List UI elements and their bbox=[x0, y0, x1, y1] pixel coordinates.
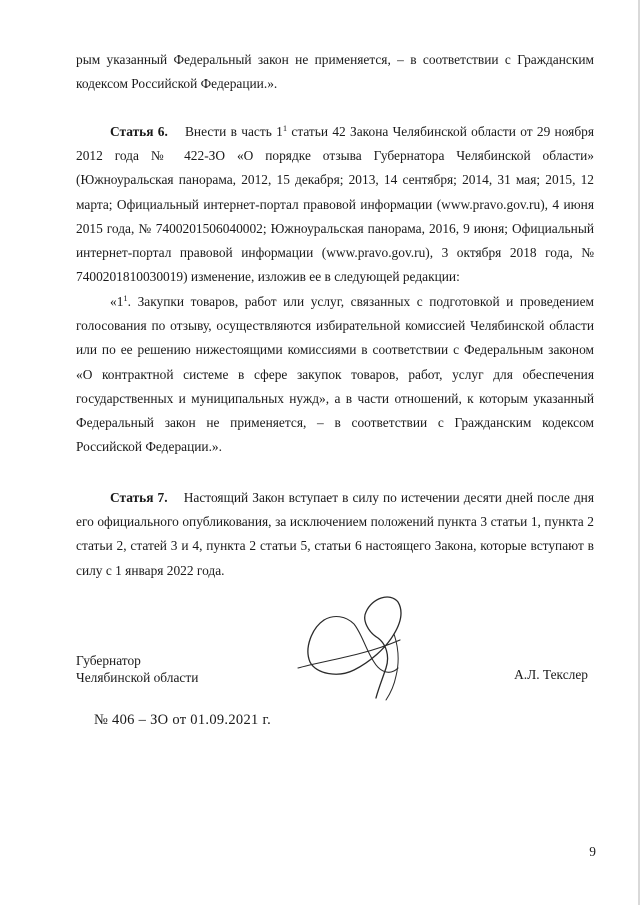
article-6-paragraph bbox=[76, 120, 594, 289]
quoted-amendment-paragraph bbox=[76, 290, 594, 459]
intro-paragraph bbox=[76, 48, 594, 96]
signatory-position-line-2: Челябинской области bbox=[76, 670, 199, 685]
signatory-position bbox=[76, 652, 198, 686]
handwritten-signature bbox=[282, 590, 422, 710]
intro-text: рым указанный Федеральный закон не применяется, – в соответствии с Гражданским кодексом Российской Федерации.». bbox=[76, 52, 594, 92]
signatory-position-line-1: Губернатор bbox=[76, 653, 141, 668]
page-number: 9 bbox=[589, 844, 596, 859]
law-number: № 406 – ЗО от 01.09.2021 г. bbox=[94, 712, 272, 728]
article-7-paragraph bbox=[76, 486, 594, 583]
article-7-label: Статья 7. bbox=[110, 490, 168, 505]
quote-prefix: «1 bbox=[110, 294, 124, 309]
article-6-superscript: 1 bbox=[282, 123, 288, 133]
article-7-text: Настоящий Закон вступает в силу по истечении десяти дней после дня его официального опубликования, за исключением положений пункта 3 статьи 1, пункта 2 статьи 2, статей 3 и 4, пункта 2 статьи 5, статьи 6 настоящего Закона, которые вступают в силу с 1 января 2022 года. bbox=[76, 490, 595, 578]
article-6-text-start: Внести в часть 1 bbox=[185, 124, 283, 139]
quote-text: . Закупки товаров, работ или услуг, связанных с подготовкой и проведением голосования по отзыву, осуществляются избирательной комиссией Челябинской области или по ее решению нижестоящими комиссиями в соответствии с Федеральным законом «О контрактной системе в сфере закупок товаров, работ, услуг для обеспечения государственных и муниципальных нужд», а в части отношений, к которым указанный Федеральный закон не применяется, – в соответствии с Гражданским кодексом Российской Федерации.». bbox=[76, 294, 594, 455]
quote-superscript: 1 bbox=[123, 293, 128, 303]
signatory-name: А.Л. Текслер bbox=[514, 667, 588, 682]
article-6-label: Статья 6. bbox=[110, 124, 168, 139]
article-6-text-end: статьи 42 Закона Челябинской области от 29 ноября 2012 года № 422-ЗО «О порядке отзыва Губернатора Челябинской области» (Южноуральская панорама, 2012, 15 декабря; 2013, 14 сентября; 2014, 31 мая; 2015, 12 марта; Официальный интернет-портал правовой информации (www.pravo.gov.ru), 4 июня 2015 года, № 7400201506040002; Южноуральская панорама, 2016, 9 июня; Официальный интернет-портал правовой информации (www.pravo.gov.ru), 3 октября 2018 года, № 7400201810030019) изменение, изложив ее в следующей редакции: bbox=[76, 124, 594, 285]
